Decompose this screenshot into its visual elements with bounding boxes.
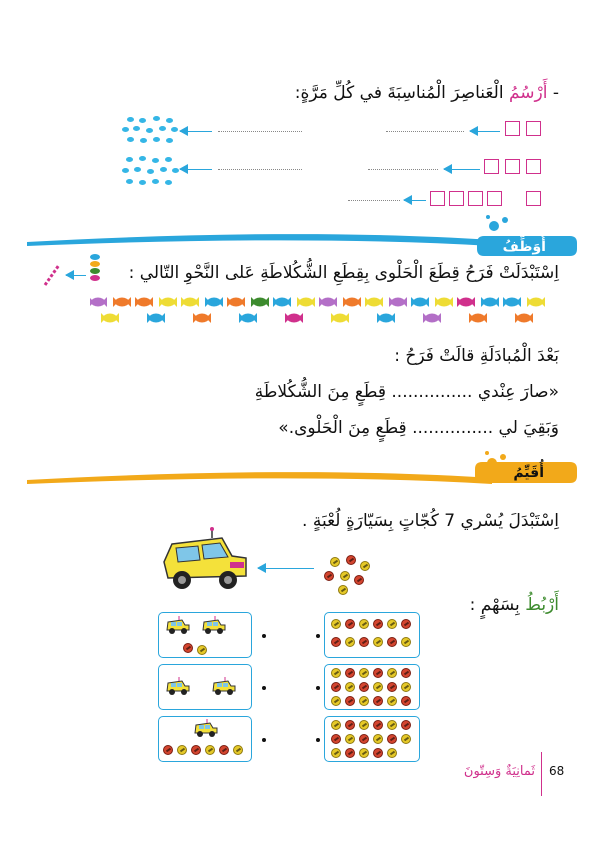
car-box-1 [158, 612, 252, 658]
instruction-verb: أَرْسُمُ [508, 83, 548, 103]
square-box [526, 159, 541, 174]
link-instruction [470, 594, 559, 616]
footer-divider [541, 752, 542, 796]
marble-box-1 [324, 612, 420, 658]
square-box [526, 121, 541, 136]
page-number: 68 [549, 764, 565, 778]
car-box-2 [158, 664, 252, 710]
quote-line-2: وَبَقِيَ لي ............... قِطَعٍ مِنَ الْحَلْوى.» [278, 418, 559, 438]
link-verb: أَرْبُطُ [525, 595, 559, 615]
match-dot-left-3[interactable] [262, 738, 266, 742]
square-box [505, 159, 520, 174]
answer-line-row2-left[interactable] [218, 169, 302, 170]
banner-apply-title: أُوَظِّفُ [502, 239, 546, 255]
marbles-for-car-sentence: اِسْتَبْدَلَ يُسْري 7 كُجّاتٍ بِسَيّارَةٍ لُعْبَةٍ . [302, 511, 559, 531]
arrow-row1-right [470, 131, 500, 132]
answer-line-row2-right[interactable] [368, 169, 438, 170]
car-box-3 [158, 716, 252, 762]
banner-assess-swoosh [22, 448, 582, 498]
match-dot-left-1[interactable] [262, 634, 266, 638]
dot-cluster-2 [122, 156, 178, 188]
square-box [484, 159, 499, 174]
candy-rows [90, 294, 550, 330]
answer-line-row3[interactable] [348, 200, 400, 201]
match-dot-right-2[interactable] [316, 686, 320, 690]
dot-cluster-1 [122, 116, 178, 146]
square-box [449, 191, 464, 206]
match-dot-left-2[interactable] [262, 686, 266, 690]
candy-stack-icon [88, 252, 102, 286]
arrow-row3 [404, 200, 426, 201]
marble-box-3 [324, 716, 420, 762]
square-box [487, 191, 502, 206]
marble-to-car-arrow [258, 568, 314, 569]
answer-line-row1-left[interactable] [218, 131, 302, 132]
dash: - [552, 83, 559, 103]
banner-assess-title: أُقَيِّمُ [513, 465, 544, 481]
link-text: بِسَهْمٍ : [469, 595, 520, 615]
exchange-sentence: اِسْتَبْدَلَتْ فَرَحُ قِطَعَ الْحَلْوى بِقِطَعِ الشُّكُلاطَةِ عَلى النَّحْوِ التّالي : [128, 263, 559, 283]
exchange-arrow [66, 275, 86, 276]
arrow-row2-left [180, 169, 212, 170]
page-number-words: ثَمانِيَةٌ وَسِتّونَ [463, 764, 535, 779]
instruction-text: الْعَناصِرَ الْمُناسِبَةَ في كُلِّ مَرَّةٍ: [294, 83, 504, 103]
seven-marbles [322, 555, 372, 597]
quote-line-1: «صارَ عِنْدي ............... قِطَعٍ مِنَ الشُّكُلاطَةِ [254, 382, 559, 402]
arrow-row2-right [444, 169, 480, 170]
square-box [526, 191, 541, 206]
match-dot-right-1[interactable] [316, 634, 320, 638]
instruction-draw [295, 82, 559, 104]
square-box [505, 121, 520, 136]
square-box [468, 191, 483, 206]
toy-car-icon [160, 526, 250, 596]
match-dot-right-3[interactable] [316, 738, 320, 742]
square-box [430, 191, 445, 206]
arrow-row1-left [180, 131, 212, 132]
marble-box-2 [324, 664, 420, 710]
chocolate-stick-icon [42, 262, 62, 288]
after-exchange-text: بَعْدَ الْمُبادَلَةِ قالَتْ فَرَحُ : [394, 346, 559, 366]
answer-line-row1-right[interactable] [386, 131, 464, 132]
